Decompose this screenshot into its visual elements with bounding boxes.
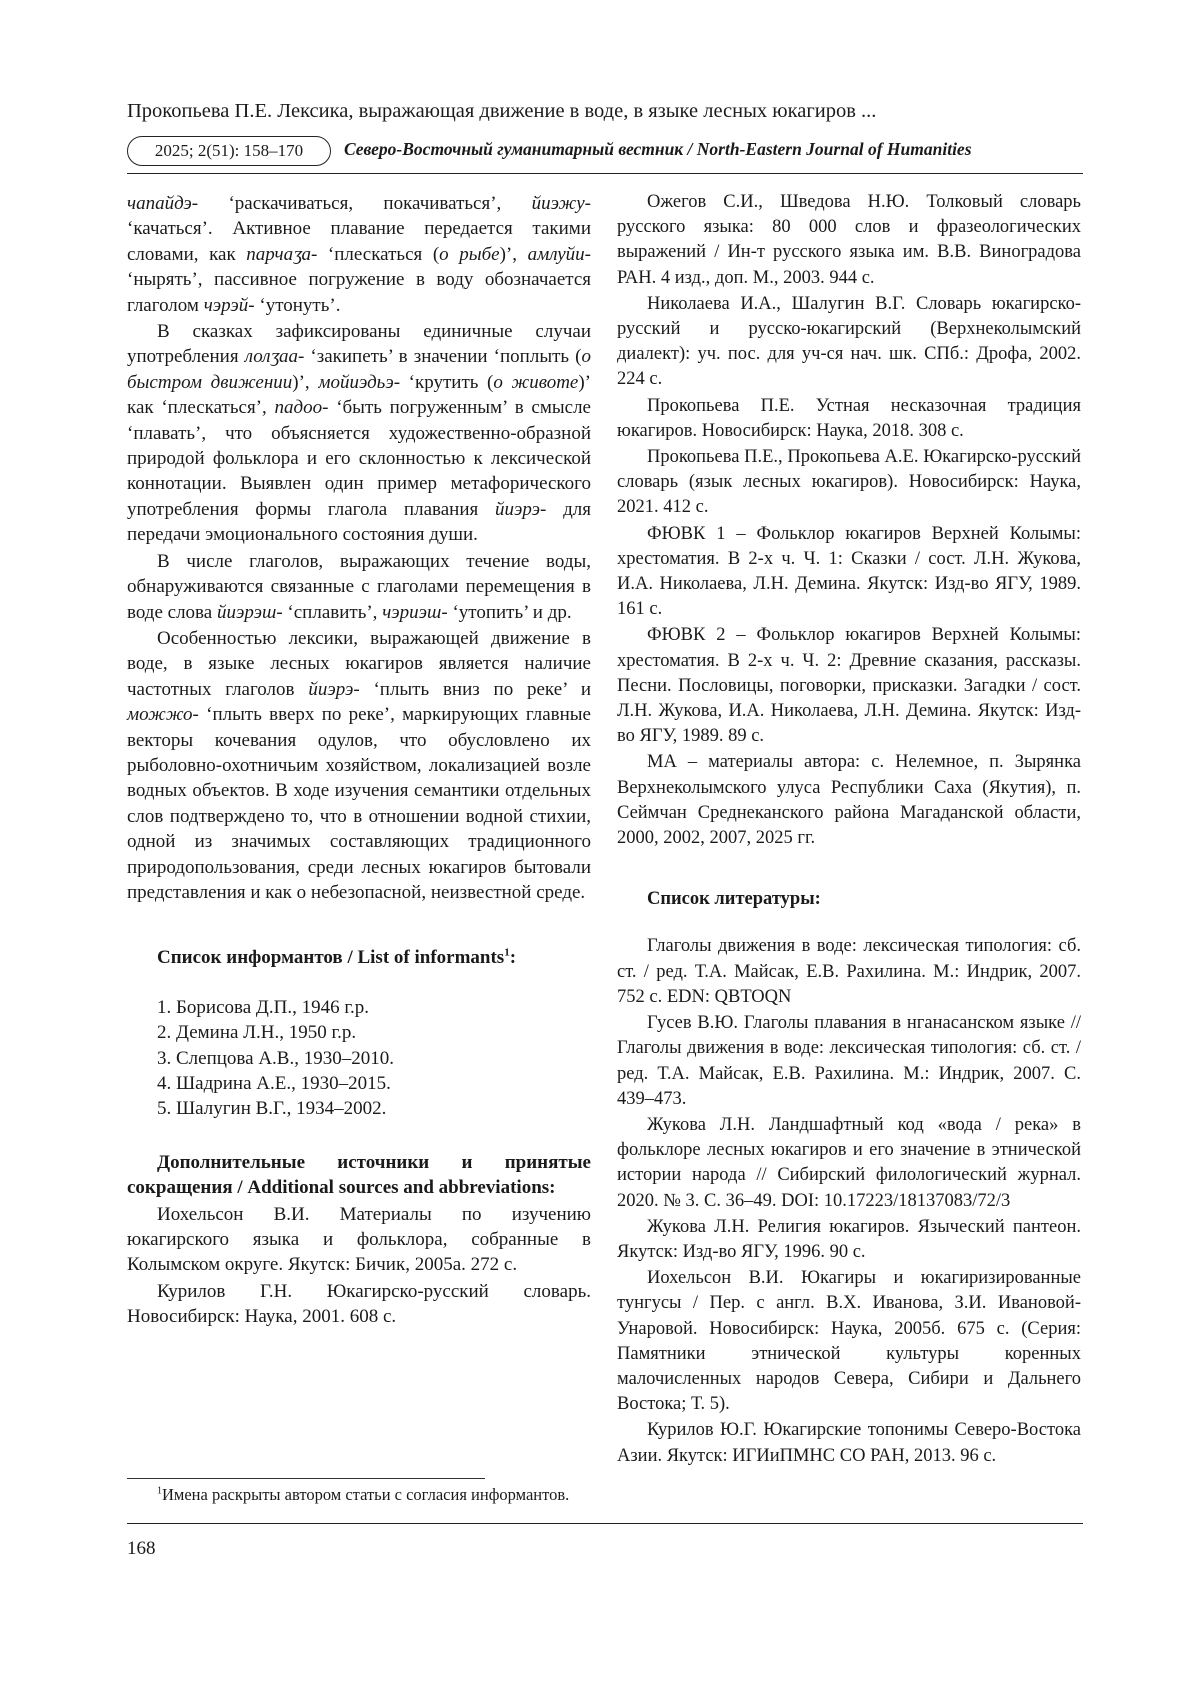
list-item: 4. Шадрина А.Е., 1930–2015. bbox=[157, 1073, 391, 1094]
body-paragraph-3: В числе глаголов, выражающих течение воды, обнаруживаются связанные с глаголами перемещения в воде слова йиэрэш- ‘сплавить’, чэриэш- ‘утопить’ и др. bbox=[127, 550, 591, 623]
additional-sources-heading: Дополнительные источники и принятые сокращения / Additional sources and abbreviations: bbox=[127, 1151, 591, 1199]
list-item: 1. Борисова Д.П., 1946 г.р. bbox=[157, 996, 369, 1018]
informants-heading: Список информантов / List of informants$^1$: bbox=[157, 947, 517, 969]
footnote-rule bbox=[127, 1478, 485, 1479]
literature-entry: Гусев В.Ю. Глаголы плавания в нганасанском языке // Глаголы движения в воде: лексическая типология: сб. ст. / ред. Т.А. Майсак, Е.В. Рахилина. М.: Индрик, 2007. С. 439–473. bbox=[617, 1013, 1081, 1109]
running-title: Прокопьева П.Е. Лексика, выражающая движение в воде, в языке лесных юкагиров ... bbox=[127, 100, 877, 122]
reference-entry: ФЮВК 1 – Фольклор юкагиров Верхней Колымы: хрестоматия. В 2-х ч. Ч. 1: Сказки / сост. Л.Н. Жукова, И.А. Николаева, Л.Н. Демина. Якутск: Изд-во ЯГУ, 1989. 161 с. bbox=[617, 523, 1081, 620]
reference-entry: Прокопьева П.Е. Устная несказочная традиция юкагиров. Новосибирск: Наука, 2018. 308 с. bbox=[617, 395, 1081, 441]
body-paragraph-4: Особенностью лексики, выражающей движение в воде, в языке лесных юкагиров является наличие частотных глаголов йиэрэ- ‘плыть вниз по реке’ и можжо- ‘плыть вверх по реке’, маркирующих главные векторы кочевания одулов, что обусловлено их рыболовно-охотничьим хозяйством, локализацией возле водных объектов. В ходе изучения семантики отдельных слов подтверждено то, что в отношении водной стихии, одной из значимых составляющих традиционного природопользования, среди лесных юкагиров бытовали представления и как о небезопасной, неизвестной среде. bbox=[127, 627, 591, 903]
footnote: $^1$Имена раскрыты автором статьи с согласия информантов. bbox=[157, 1485, 570, 1504]
reference-entry: Николаева И.А., Шалугин В.Г. Словарь юкагирско-русский и русско-юкагирский (Верхнеколымский диалект): уч. пос. для уч-ся нач. шк. СПб.: Дрофа, 2002. 224 с. bbox=[617, 293, 1081, 390]
reference-entry: Ожегов С.И., Шведова Н.Ю. Толковый словарь русского языка: 80 000 слов и фразеологических выражений / Ин-т русского языка им. В.В. Виноградова РАН. 4 изд., доп. М., 2003. 944 с. bbox=[617, 192, 1081, 288]
list-item: 5. Шалугин В.Г., 1934–2002. bbox=[157, 1098, 387, 1120]
literature-entry: Жукова Л.Н. Ландшафтный код «вода / река» в фольклоре лесных юкагиров и его значение в этнической истории народа // Сибирский филологический журнал. 2020. № 3. С. 36–49. DOI: 10.17223/18137083/72/3 bbox=[617, 1114, 1081, 1211]
literature-entry: Курилов Ю.Г. Юкагирские топонимы Северо-Востока Азии. Якутск: ИГИиПМНС СО РАН, 2013. 96 с. bbox=[617, 1420, 1081, 1466]
list-item: 3. Слепцова А.В., 1930–2010. bbox=[157, 1047, 394, 1069]
reference-entry: Прокопьева П.Е., Прокопьева А.Е. Юкагирско-русский словарь (язык лесных юкагиров). Новосибирск: Наука, 2021. 412 с. bbox=[617, 447, 1081, 518]
issue-badge: 2025; 2(51): 158–170 bbox=[127, 136, 331, 166]
literature-entry: Жукова Л.Н. Религия юкагиров. Языческий пантеон. Якутск: Изд-во ЯГУ, 1996. 90 с. bbox=[617, 1216, 1081, 1262]
reference-entry: МА – материалы автора: с. Нелемное, п. Зырянка Верхнеколымского улуса Республики Саха (Якутия), п. Сеймчан Среднеканского района Магаданской области, 2000, 2002, 2007, 2025 гг. bbox=[617, 752, 1081, 849]
reference-entry: Иохельсон В.И. Материалы по изучению юкагирского языка и фольклора, собранные в Колымском округе. Якутск: Бичик, 2005а. 272 с. bbox=[127, 1203, 591, 1276]
list-item: 2. Демина Л.Н., 1950 г.р. bbox=[157, 1022, 357, 1044]
header-rule bbox=[127, 173, 1083, 174]
literature-entry: Глаголы движения в воде: лексическая типология: сб. ст. / ред. Т.А. Майсак, Е.В. Рахилина. М.: Индрик, 2007. 752 с. EDN: QBTOQN bbox=[617, 936, 1081, 1007]
footer-rule bbox=[127, 1523, 1083, 1524]
body-paragraph-1: чапайдэ- ‘раскачиваться, покачиваться’, йиэжу- ‘качаться’. Активное плавание передается такими словами, как парчаӡа- ‘плескаться (о рыбе)’, амлуйи- ‘нырять’, пассивное погружение в воду обозначается глаголом чэрэй- ‘утонуть’. bbox=[127, 193, 592, 316]
informants-list bbox=[127, 995, 591, 1122]
body-paragraph-2: В сказках зафиксированы единичные случаи употребления лолӡаа- ‘закипеть’ в значении ‘поплыть (о быстром движении)’, мойиэдьэ- ‘крутить (о животе)’ как ‘плескаться’, падоо- ‘быть погруженным’ в смысле ‘плавать’, что объясняется художественно-образной природой фольклора и его склонностью к лексической коннотации. Выявлен один пример метафорического употребления формы глагола плавания йиэрэ- для передачи эмоционального состояния души. bbox=[127, 321, 592, 546]
left-column bbox=[127, 191, 591, 1331]
reference-entry: ФЮВК 2 – Фольклор юкагиров Верхней Колымы: хрестоматия. В 2-х ч. Ч. 2: Древние сказания, рассказы. Песни. Пословицы, поговорки, присказки. Загадки / сост. Л.Н. Жукова, И.А. Николаева, Л.Н. Демина. Якутск: Изд-во ЯГУ, 1989. 89 с. bbox=[617, 625, 1081, 747]
reference-entry: Курилов Г.Н. Юкагирско-русский словарь. Новосибирск: Наука, 2001. 608 с. bbox=[127, 1280, 591, 1328]
journal-title: Северо-Восточный гуманитарный вестник / North-Eastern Journal of Humanities bbox=[344, 139, 972, 159]
page-number: 168 bbox=[127, 1538, 156, 1559]
literature-entry: Иохельсон В.И. Юкагиры и юкагиризированные тунгусы / Пер. с англ. В.Х. Иванова, З.И. Ивановой-Унаровой. Новосибирск: Наука, 2005б. 675 с. (Серия: Памятники этнической культуры коренных малочисленных народов Севера, Сибири и Дальнего Востока; Т. 5). bbox=[617, 1268, 1081, 1415]
literature-heading: Список литературы: bbox=[647, 889, 821, 910]
right-column bbox=[617, 190, 1081, 1470]
